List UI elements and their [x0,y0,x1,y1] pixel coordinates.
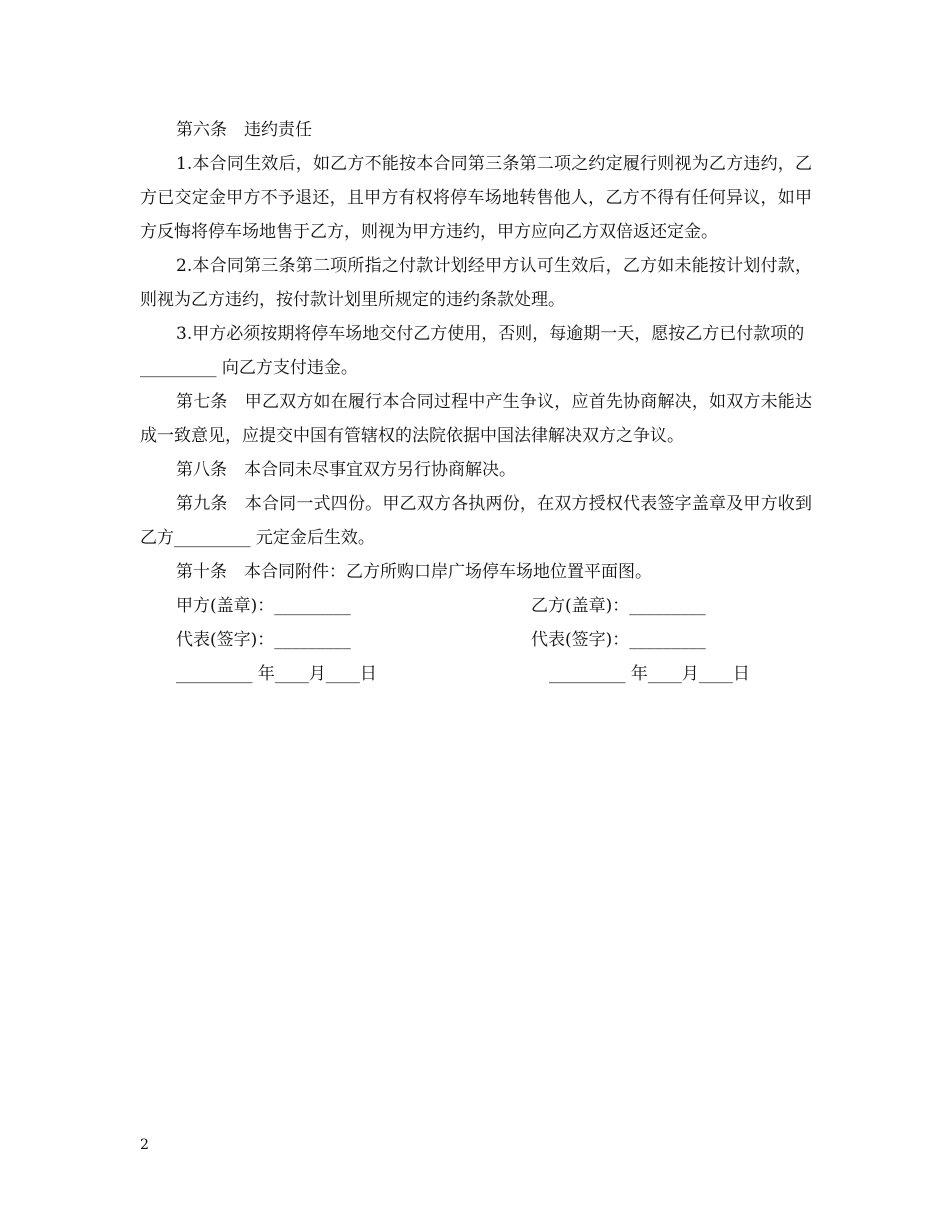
article-9: 第九条 本合同一式四份。甲乙双方各执两份，在双方授权代表签字盖章及甲方收到乙方_________ 元定金后生效。 [140,494,812,548]
party-a-date-field: _________ 年____月____日 [176,664,377,684]
party-a-seal-field: 甲方(盖章)：_________ [176,596,351,616]
article-8: 第八条 本合同未尽事宜双方另行协商解决。 [176,460,516,480]
article-6-clause-1: 1.本合同生效后，如乙方不能按本合同第三条第二项之约定履行则视为乙方违约，乙方已交定金甲方不予退还，且甲方有权将停车场地转售他人，乙方不得有任何异议，如甲方反悔将停车场地售于乙方，则视为甲方违约，甲方应向乙方双倍返还定金。 [140,154,812,242]
signature-seal-row [140,589,812,623]
article-6-clause-2: 2.本合同第三条第二项所指之付款计划经甲方认可生效后，乙方如未能按计划付款，则视为乙方违约，按付款计划里所规定的违约条款处理。 [140,256,812,310]
article-6-heading: 第六条 违约责任 [176,120,312,140]
signature-rep-row [140,623,812,657]
article-6-clause-3: 3.甲方必须按期将停车场地交付乙方使用，否则，每逾期一天，愿按乙方已付款项的_________ 向乙方支付违金。 [140,324,805,378]
signature-date-row [140,657,812,691]
party-b-rep-field: 代表(签字)：_________ [531,630,706,650]
page-number: 2 [140,1137,149,1153]
party-a-rep-field: 代表(签字)：_________ [176,630,351,650]
article-10: 第十条 本合同附件：乙方所购口岸广场停车场地位置平面图。 [176,562,652,582]
contract-page [140,113,812,691]
party-b-seal-field: 乙方(盖章)：_________ [531,596,706,616]
article-7: 第七条 甲乙双方如在履行本合同过程中产生争议，应首先协商解决，如双方未能达成一致意见，应提交中国有管辖权的法院依据中国法律解决双方之争议。 [140,392,812,446]
party-b-date-field: _________ 年____月____日 [549,664,750,684]
